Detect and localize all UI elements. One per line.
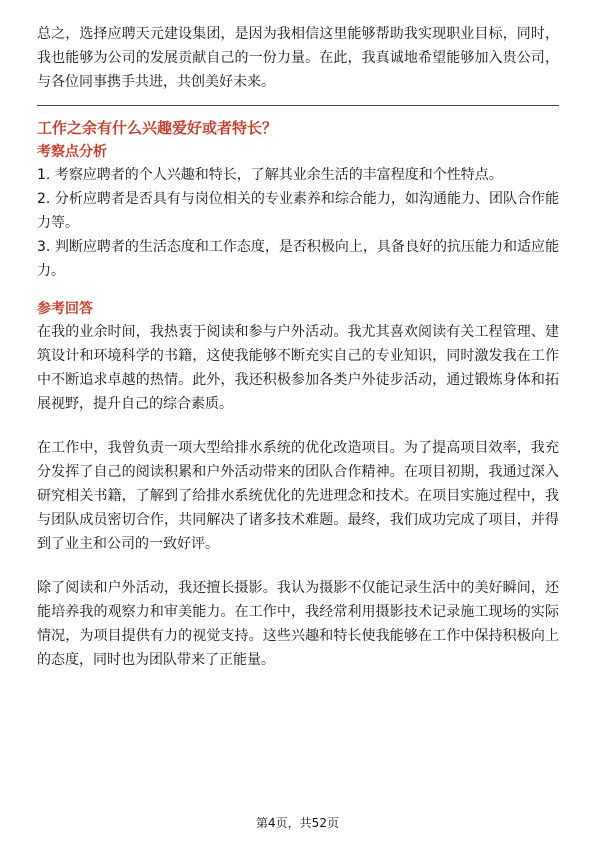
analysis-item-3: 3. 判断应聘者的生活态度和工作态度，是否积极向上，具备良好的抗压能力和适应能力。: [37, 239, 559, 279]
spacer: [37, 416, 559, 436]
spacer: [37, 283, 559, 297]
section-divider: [37, 105, 559, 106]
answer-paragraph-1: 在我的业余时间，我热衷于阅读和参与户外活动。我尤其喜欢阅读有关工程管理、建筑设计和环境科学的书籍，这使我能够不断充实自己的专业知识，同时激发我在工作中不断追求卓越的热情。此外，我还积极参加各类户外徒步活动，通过锻炼身体和拓展视野，提升自己的综合素质。: [37, 324, 559, 412]
answer-paragraph-2: 在工作中，我曾负责一项大型给排水系统的优化改造项目。为了提高项目效率，我充分发挥了自己的阅读积累和户外活动带来的团队合作精神。在项目初期，我通过深入研究相关书籍，了解到了给排水系统优化的先进理念和技术。在项目实施过程中，我与团队成员密切合作，共同解决了诸多技术难题。最终，我们成功完成了项目，并得到了业主和公司的一致好评。: [37, 440, 559, 552]
analysis-item-2: 2. 分析应聘者是否具有与岗位相关的专业素养和综合能力，如沟通能力、团队合作能力等。: [37, 191, 559, 231]
question-heading: 工作之余有什么兴趣爱好或者特长？: [37, 119, 278, 137]
analysis-item-1: 1. 考察应聘者的个人兴趣和特长，了解其业余生活的丰富程度和个性特点。: [37, 167, 503, 183]
analysis-label: 考察点分析: [37, 144, 107, 160]
spacer: [37, 556, 559, 576]
intro-paragraph: 总之，选择应聘天元建设集团，是因为我相信这里能够帮助我实现职业目标，同时，我也能够为公司的发展贡献自己的一份力量。在此，我真诚地希望能够加入贵公司，与各位同事携手共进，共创美好未来。: [37, 26, 559, 90]
answer-label: 参考回答: [37, 301, 93, 317]
document-page: [37, 20, 559, 672]
answer-paragraph-3: 除了阅读和户外活动，我还擅长摄影。我认为摄影不仅能记录生活中的美好瞬间，还能培养我的观察力和审美能力。在工作中，我经常利用摄影技术记录施工现场的实际情况，为项目提供有力的视觉支持。这些兴趣和特长使我能够在工作中保持积极向上的态度，同时也为团队带来了正能量。: [37, 580, 559, 668]
page-number: 第4页，共52页: [256, 816, 339, 830]
